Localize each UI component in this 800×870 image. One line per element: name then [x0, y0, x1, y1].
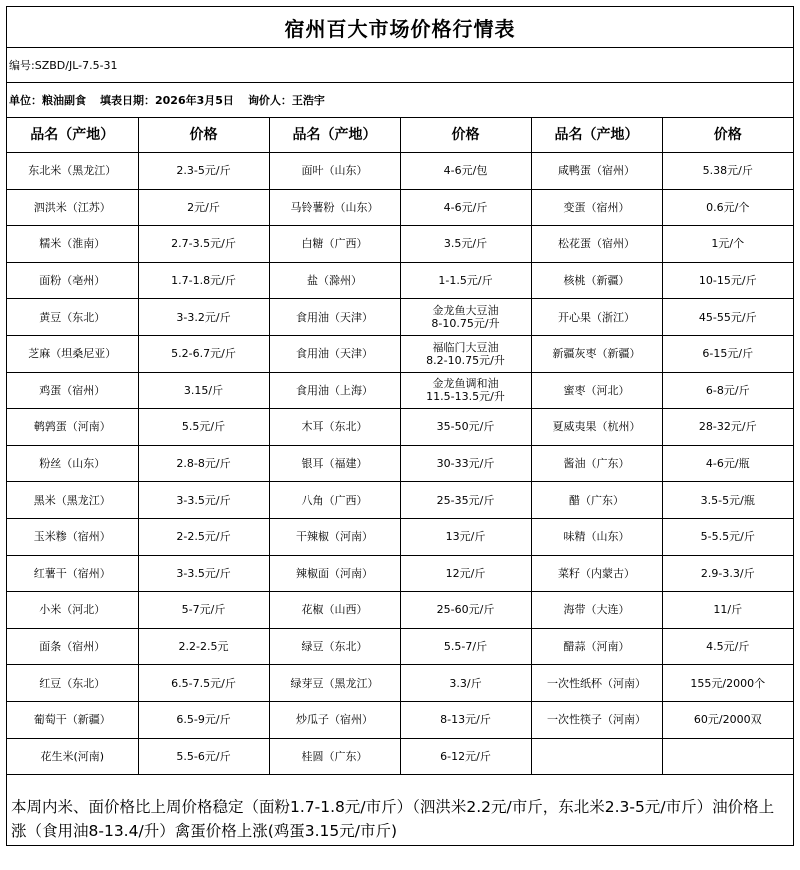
- header-price-2: 价格: [400, 118, 531, 153]
- header-price-1: 价格: [138, 118, 269, 153]
- table-row: [7, 262, 793, 299]
- table-row: [7, 738, 793, 775]
- item-name-cell: 白糖（广西）: [269, 226, 400, 263]
- item-name-cell: 东北米（黑龙江）: [7, 153, 138, 190]
- item-name-cell: 小米（河北）: [7, 592, 138, 629]
- document-code: 编号:SZBD/JL-7.5-31: [7, 48, 793, 83]
- price-cell: 5.38元/斤: [662, 153, 793, 190]
- item-name-cell: 黄豆（东北）: [7, 299, 138, 336]
- item-name-cell: 盐（滁州）: [269, 262, 400, 299]
- table-row: [7, 226, 793, 263]
- item-name-cell: 醋蒜（河南）: [531, 628, 662, 665]
- item-name-cell: 芝麻（坦桑尼亚）: [7, 335, 138, 372]
- table-row: [7, 628, 793, 665]
- weekly-summary-note: 本周内米、面价格比上周价格稳定（面粉1.7-1.8元/市斤）（泗洪米2.2元/市斤，东北米2.3-5元/市斤）油价格上涨（食用油8-13.4/升）禽蛋价格上涨(鸡蛋3.15元/市斤): [11, 798, 775, 841]
- item-name-cell: 海带（大连）: [531, 592, 662, 629]
- price-cell: 3-3.5元/斤: [138, 482, 269, 519]
- price-sheet: [6, 6, 794, 846]
- price-cell: 5.5-7/斤: [400, 628, 531, 665]
- item-name-cell: 松花蛋（宿州）: [531, 226, 662, 263]
- item-name-cell: 食用油（天津）: [269, 335, 400, 372]
- item-name-cell: 菜籽（内蒙古）: [531, 555, 662, 592]
- item-name-cell: 干辣椒（河南）: [269, 518, 400, 555]
- price-cell: 10-15元/斤: [662, 262, 793, 299]
- item-name-cell: 食用油（上海）: [269, 372, 400, 409]
- item-name-cell: 粉丝（山东）: [7, 445, 138, 482]
- table-row: [7, 189, 793, 226]
- item-name-cell: 炒瓜子（宿州）: [269, 701, 400, 738]
- price-cell: 4-6元/瓶: [662, 445, 793, 482]
- table-row: [7, 482, 793, 519]
- item-name-cell: 醋（广东）: [531, 482, 662, 519]
- item-name-cell: 鸡蛋（宿州）: [7, 372, 138, 409]
- price-cell: 25-60元/斤: [400, 592, 531, 629]
- price-cell: 2.2-2.5元: [138, 628, 269, 665]
- sheet-title: 宿州百大市场价格行情表: [7, 7, 793, 48]
- price-cell: 5.5-6元/斤: [138, 738, 269, 775]
- item-name-cell: 咸鸭蛋（宿州）: [531, 153, 662, 190]
- inquirer: 询价人：王浩宇: [247, 94, 325, 107]
- price-cell: 5-5.5元/斤: [662, 518, 793, 555]
- unit-label: 单位：粮油副食: [9, 94, 86, 107]
- price-cell: 3.5-5元/瓶: [662, 482, 793, 519]
- price-cell: 3-3.5元/斤: [138, 555, 269, 592]
- item-name-cell: 马铃薯粉（山东）: [269, 189, 400, 226]
- price-cell: [662, 738, 793, 775]
- item-name-cell: 银耳（福建）: [269, 445, 400, 482]
- price-cell: 11/斤: [662, 592, 793, 629]
- item-name-cell: 玉米糁（宿州）: [7, 518, 138, 555]
- table-body: [7, 153, 793, 775]
- item-name-cell: 面条（宿州）: [7, 628, 138, 665]
- table-row: [7, 299, 793, 336]
- fill-date: 填表日期：2026年3月5日: [100, 94, 234, 107]
- item-name-cell: 糯米（淮南）: [7, 226, 138, 263]
- header-item-1: 品名（产地）: [7, 118, 138, 153]
- table-row: [7, 335, 793, 372]
- price-cell: 1.7-1.8元/斤: [138, 262, 269, 299]
- price-cell: 金龙鱼调和油 11.5-13.5元/升: [400, 372, 531, 409]
- price-cell: 25-35元/斤: [400, 482, 531, 519]
- item-name-cell: 八角（广西）: [269, 482, 400, 519]
- item-name-cell: 红豆（东北）: [7, 665, 138, 702]
- item-name-cell: 食用油（天津）: [269, 299, 400, 336]
- item-name-cell: 鹌鹑蛋（河南）: [7, 409, 138, 446]
- meta-line: [7, 83, 793, 118]
- price-cell: 3.15/斤: [138, 372, 269, 409]
- item-name-cell: 绿芽豆（黑龙江）: [269, 665, 400, 702]
- item-name-cell: 面叶（山东）: [269, 153, 400, 190]
- price-cell: 45-55元/斤: [662, 299, 793, 336]
- table-row: [7, 372, 793, 409]
- item-name-cell: 花椒（山西）: [269, 592, 400, 629]
- header-price-3: 价格: [662, 118, 793, 153]
- price-cell: 0.6元/个: [662, 189, 793, 226]
- price-cell: 6-12元/斤: [400, 738, 531, 775]
- table-row: [7, 592, 793, 629]
- header-item-2: 品名（产地）: [269, 118, 400, 153]
- price-cell: 6-15元/斤: [662, 335, 793, 372]
- price-cell: 28-32元/斤: [662, 409, 793, 446]
- item-name-cell: 葡萄干（新疆）: [7, 701, 138, 738]
- price-cell: 2-2.5元/斤: [138, 518, 269, 555]
- item-name-cell: 花生米(河南): [7, 738, 138, 775]
- price-cell: 3-3.2元/斤: [138, 299, 269, 336]
- item-name-cell: 红薯干（宿州）: [7, 555, 138, 592]
- item-name-cell: 面粉（亳州）: [7, 262, 138, 299]
- item-name-cell: 一次性筷子（河南）: [531, 701, 662, 738]
- table-row: [7, 555, 793, 592]
- price-cell: 30-33元/斤: [400, 445, 531, 482]
- price-cell: 4-6元/斤: [400, 189, 531, 226]
- price-cell: 3.5元/斤: [400, 226, 531, 263]
- item-name-cell: 夏威夷果（杭州）: [531, 409, 662, 446]
- table-row: [7, 518, 793, 555]
- price-cell: 2.8-8元/斤: [138, 445, 269, 482]
- price-cell: 60元/2000双: [662, 701, 793, 738]
- price-cell: 2.9-3.3/斤: [662, 555, 793, 592]
- price-cell: 12元/斤: [400, 555, 531, 592]
- price-cell: 1元/个: [662, 226, 793, 263]
- price-cell: 6.5-9元/斤: [138, 701, 269, 738]
- header-item-3: 品名（产地）: [531, 118, 662, 153]
- price-cell: 155元/2000个: [662, 665, 793, 702]
- price-cell: 13元/斤: [400, 518, 531, 555]
- item-name-cell: 核桃（新疆）: [531, 262, 662, 299]
- item-name-cell: 一次性纸杯（河南）: [531, 665, 662, 702]
- item-name-cell: 开心果（浙江）: [531, 299, 662, 336]
- item-name-cell: 桂圆（广东）: [269, 738, 400, 775]
- item-name-cell: 绿豆（东北）: [269, 628, 400, 665]
- table-header-row: [7, 118, 793, 153]
- price-cell: 6-8元/斤: [662, 372, 793, 409]
- price-cell: 1-1.5元/斤: [400, 262, 531, 299]
- item-name-cell: 酱油（广东）: [531, 445, 662, 482]
- item-name-cell: 泗洪米（江苏）: [7, 189, 138, 226]
- price-cell: 5-7元/斤: [138, 592, 269, 629]
- item-name-cell: 味精（山东）: [531, 518, 662, 555]
- item-name-cell: 蜜枣（河北）: [531, 372, 662, 409]
- price-cell: 3.3/斤: [400, 665, 531, 702]
- price-cell: 35-50元/斤: [400, 409, 531, 446]
- price-cell: 4-6元/包: [400, 153, 531, 190]
- price-cell: 2元/斤: [138, 189, 269, 226]
- table-row: [7, 665, 793, 702]
- item-name-cell: 变蛋（宿州）: [531, 189, 662, 226]
- price-cell: 8-13元/斤: [400, 701, 531, 738]
- table-row: [7, 153, 793, 190]
- price-cell: 4.5元/斤: [662, 628, 793, 665]
- price-cell: 6.5-7.5元/斤: [138, 665, 269, 702]
- price-cell: 2.3-5元/斤: [138, 153, 269, 190]
- price-cell: 5.5元/斤: [138, 409, 269, 446]
- table-row: [7, 701, 793, 738]
- price-table: [7, 118, 793, 775]
- price-cell: 2.7-3.5元/斤: [138, 226, 269, 263]
- table-row: [7, 445, 793, 482]
- item-name-cell: 辣椒面（河南）: [269, 555, 400, 592]
- price-cell: 福临门大豆油 8.2-10.75元/升: [400, 335, 531, 372]
- item-name-cell: 木耳（东北）: [269, 409, 400, 446]
- price-cell: 金龙鱼大豆油 8-10.75元/升: [400, 299, 531, 336]
- item-name-cell: 黑米（黑龙江）: [7, 482, 138, 519]
- item-name-cell: [531, 738, 662, 775]
- item-name-cell: 新疆灰枣（新疆）: [531, 335, 662, 372]
- table-row: [7, 409, 793, 446]
- price-cell: 5.2-6.7元/斤: [138, 335, 269, 372]
